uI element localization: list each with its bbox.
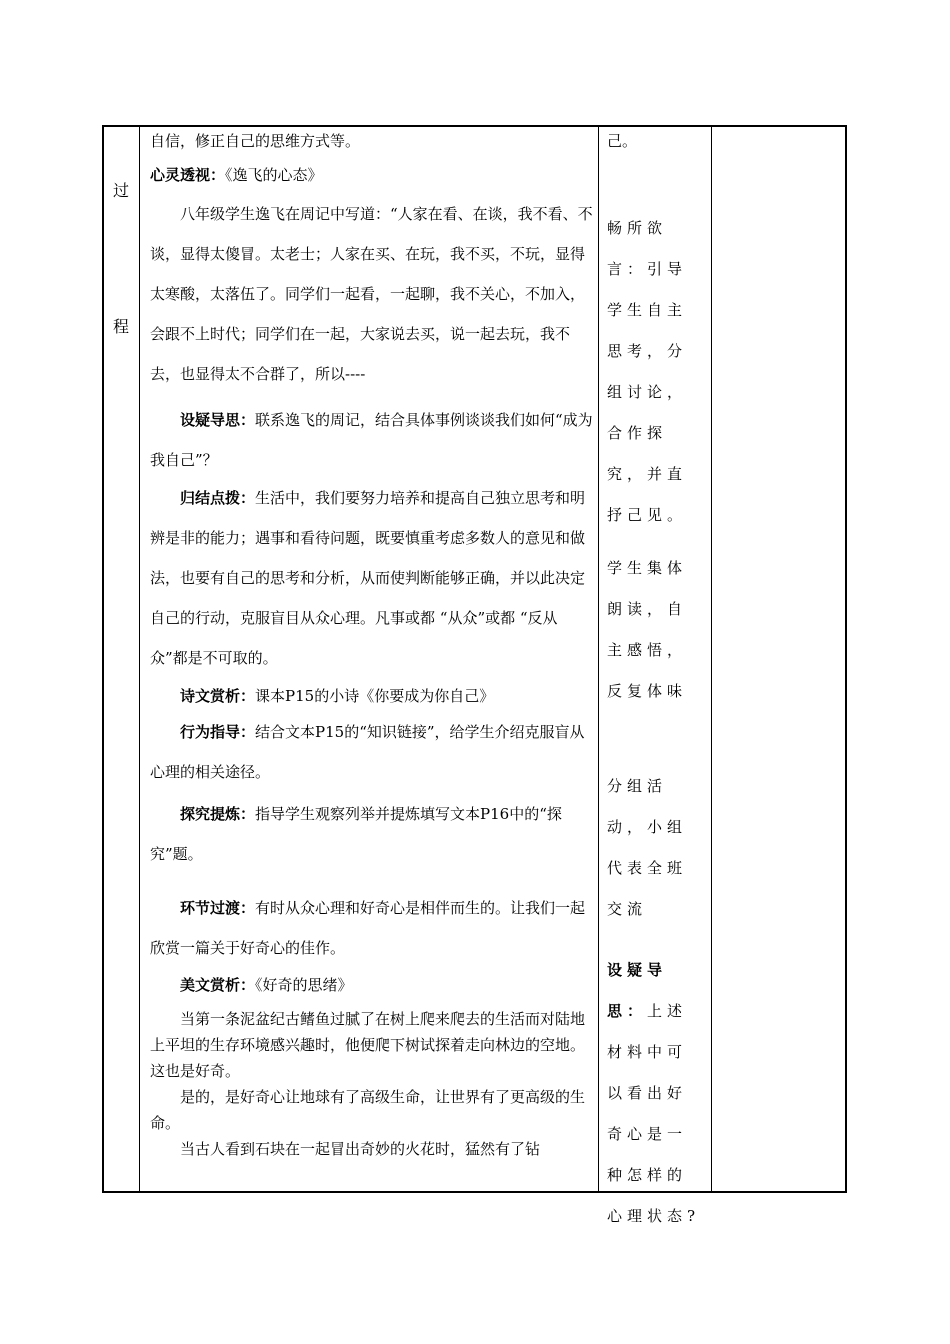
question-text: 联系逸飞的周记，结合具体事例谈谈我们如何“成为我自己”？ — [150, 411, 593, 469]
heart-title: 《逸飞的心态》 — [225, 166, 323, 184]
note-reading: 学生集体朗读，自主感悟，反复体味 — [607, 559, 688, 700]
article-paragraph-2: 是的，是好奇心让地球有了高级生命，让世界有了更高级的生命。 — [150, 1088, 586, 1132]
action-paragraph — [150, 712, 595, 792]
note-end-of-sentence: 己。 — [607, 132, 638, 150]
heart-label: 心灵透视： — [150, 166, 226, 184]
transition-label: 环节过渡： — [180, 899, 256, 917]
note-question — [607, 950, 703, 1237]
column-divider-1 — [139, 125, 140, 1193]
notes-column — [607, 128, 703, 1237]
line-self-confidence: 自信，修正自己的思维方式等。 — [150, 132, 361, 150]
action-label: 行为指导： — [180, 723, 256, 741]
article-heading — [150, 968, 595, 1002]
transition-paragraph — [150, 888, 595, 968]
article-label: 美文赏析： — [180, 976, 256, 994]
action-text: 结合文本P15的“知识链接”，给学生介绍克服盲从心理的相关途径。 — [150, 723, 585, 781]
transition-text: 有时从众心理和好奇心是相伴而生的。让我们一起欣赏一篇关于好奇心的佳作。 — [150, 899, 586, 957]
note-question-text: 上述材料中可以看出好奇心是一种怎样的心理状态? — [607, 1002, 701, 1225]
article-title: 《好奇的思绪》 — [255, 976, 353, 994]
question-paragraph — [150, 400, 595, 480]
question-label: 设疑导思： — [180, 411, 256, 429]
heart-heading — [150, 160, 595, 190]
poem-label: 诗文赏析： — [180, 687, 256, 705]
explore-text: 指导学生观察列举并提炼填写文本P16中的“探究”题。 — [150, 805, 562, 863]
note-discussion: 畅所欲言：引导学生自主思考，分组讨论，合作探究，并直抒己见。 — [607, 219, 688, 524]
note-question-label: 设疑导思： — [607, 961, 668, 1020]
side-label-guo: 过 — [113, 181, 130, 200]
column-divider-2 — [598, 125, 599, 1193]
yifei-diary-paragraph: 八年级学生逸飞在周记中写道：“人家在看、在谈，我不看、不谈，显得太傻冒。太老士；人家在买、在玩，我不买，不玩，显得太寒酸，太落伍了。同学们一起看，一起聊，我不关心，不加入，会跟不上时代；同学们在一起，大家说去买，说一起去玩，我不去，也显得太不合群了，所以---- — [150, 205, 593, 383]
explore-paragraph — [150, 794, 595, 874]
column-divider-3 — [711, 125, 712, 1193]
explore-label: 探究提炼： — [180, 805, 256, 823]
summary-label: 归结点拨： — [180, 489, 256, 507]
summary-paragraph — [150, 478, 595, 678]
poem-paragraph — [150, 680, 595, 712]
article-paragraph-3: 当古人看到石块在一起冒出奇妙的火花时，猛然有了钻 — [180, 1140, 541, 1158]
main-content — [150, 128, 595, 1162]
poem-text: 课本P15的小诗《你要成为你自己》 — [255, 687, 495, 705]
summary-text: 生活中，我们要努力培养和提高自己独立思考和明辨是非的能力；遇事和看待问题，既要慎重考虑多数人的意见和做法，也要有自己的思考和分析，从而使判断能够正确，并以此决定自己的行动，克服盲目从众心理。凡事或都 “从众”或都 “反从众”都是不可取的。 — [150, 489, 586, 667]
side-label-cheng: 程 — [113, 317, 130, 336]
article-paragraph-1: 当第一条泥盆纪古鳍鱼过腻了在树上爬来爬去的生活而对陆地上平坦的生存环境感兴趣时，他便爬下树试探着走向林边的空地。这也是好奇。 — [150, 1010, 586, 1080]
note-group-activity: 分组活动，小组代表全班交流 — [607, 777, 688, 918]
